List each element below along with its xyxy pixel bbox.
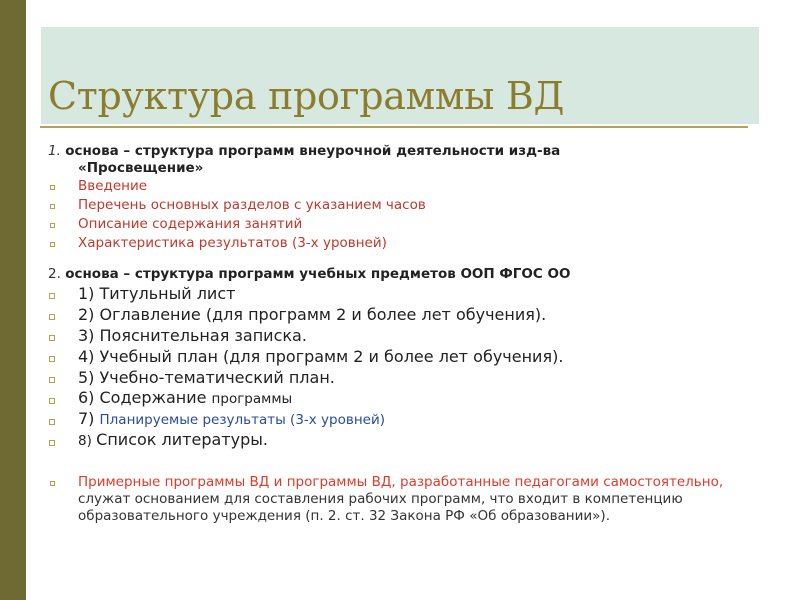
section2-item-8 <box>78 431 268 450</box>
section2-item-7 <box>78 410 385 429</box>
note-line-3: образовательного учреждения (п. 2. ст. 32 Закона РФ «Об образовании»). <box>78 508 610 524</box>
bullet-icon <box>49 356 55 362</box>
section2-number: 2. <box>48 266 61 282</box>
bullet-icon <box>49 398 55 404</box>
section1-heading <box>48 143 560 160</box>
section1-item-3: Описание содержания занятий <box>78 216 303 232</box>
section2-item-8-prefix: 8) <box>78 433 97 449</box>
section2-item-3: 3) Пояснительная записка. <box>78 326 307 345</box>
bullet-icon <box>50 223 55 228</box>
section2-item-1: 1) Титульный лист <box>78 284 236 303</box>
section2-item-4: 4) Учебный план (для программ 2 и более лет обучения). <box>78 347 564 366</box>
section2-item-2: 2) Оглавление (для программ 2 и более лет обучения). <box>78 305 547 324</box>
bullet-icon <box>49 335 55 341</box>
section1-item-1: Введение <box>78 178 148 194</box>
bullet-icon <box>49 440 55 446</box>
bullet-icon <box>50 481 55 486</box>
section2-item-6-suffix: программы <box>211 391 293 407</box>
section2-item-7-prefix: 7) <box>78 409 100 428</box>
bullet-icon <box>49 377 55 383</box>
section2-heading-text: основа – структура программ учебных предметов ООП ФГОС ОО <box>65 266 571 282</box>
section2-item-5: 5) Учебно-тематический план. <box>78 368 335 387</box>
section2-heading <box>48 266 570 283</box>
section1-heading-line1: основа – структура программ внеурочной деятельности изд-ва <box>65 143 561 159</box>
section1-item-2: Перечень основных разделов с указанием часов <box>78 197 426 213</box>
bullet-icon <box>49 419 55 425</box>
section2-item-6-prefix: 6) Содержание <box>78 388 212 407</box>
slide-title: Структура программы ВД <box>48 74 565 118</box>
section2-item-7-suffix: Планируемые результаты (3-х уровней) <box>99 412 386 428</box>
note-line-2: служат основанием для составления рабочих программ, что входит в компетенцию <box>78 491 683 507</box>
section2-item-8-suffix: Список литературы. <box>96 430 268 449</box>
section1-number: 1. <box>48 143 61 159</box>
section2-item-6 <box>78 389 292 408</box>
bullet-icon <box>50 204 55 209</box>
note-line-1: Примерные программы ВД и программы ВД, разработанные педагогами самостоятельно, <box>78 474 724 490</box>
section1-heading-line2: «Просвещение» <box>78 160 204 176</box>
section1-item-4: Характеристика результатов (3-х уровней) <box>78 235 387 251</box>
bullet-icon <box>49 314 55 320</box>
bullet-icon <box>50 242 55 247</box>
bullet-icon <box>50 185 55 190</box>
bullet-icon <box>49 293 55 299</box>
